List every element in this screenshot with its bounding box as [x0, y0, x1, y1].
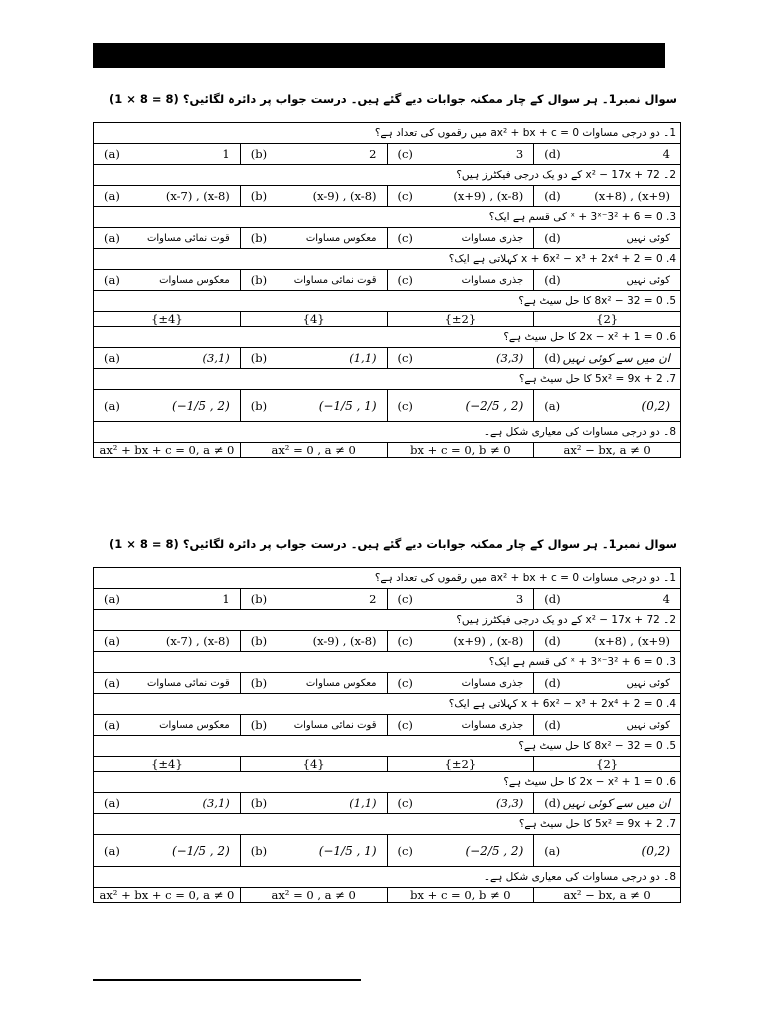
footer-line: [93, 979, 361, 981]
option-text: معکوس مساوات: [159, 719, 230, 731]
option-letter: (b): [250, 592, 268, 606]
option-letter: (b): [250, 843, 268, 858]
option-text: ax² = 0 , a ≠ 0: [271, 888, 356, 902]
option-cell[interactable]: [387, 270, 534, 291]
question-row: [94, 736, 681, 757]
option-letter: (d): [544, 796, 561, 810]
option-letter: (d): [544, 273, 561, 287]
option-letter: (c): [397, 676, 413, 690]
option-letter: (a): [104, 189, 120, 203]
option-text: (x+9) , (x-8): [453, 634, 524, 648]
option-letter: (c): [397, 189, 413, 203]
question-stem: 2۔ x² − 17x + 72 کے دو یک درجی فیکٹرز ہیں؟: [94, 165, 681, 186]
option-cell[interactable]: [240, 888, 387, 903]
option-text: (−2/5 , 2): [465, 398, 524, 413]
option-letter: (a): [104, 676, 120, 690]
option-text: {2}: [596, 757, 619, 771]
question-stem: 4. 0 = 2 + x + 6x² − x³ + 2x⁴ کہلاتی ہے ایک؟: [94, 694, 681, 715]
question-row: [94, 772, 681, 793]
option-text: (x-7) , (x-8): [165, 634, 230, 648]
option-cell[interactable]: [534, 443, 681, 458]
options-row: [94, 715, 681, 736]
option-cell[interactable]: [534, 348, 681, 369]
option-cell[interactable]: [387, 443, 534, 458]
question-stem: 7. 5x² = 9x + 2 کا حل سیٹ ہے؟: [94, 814, 681, 835]
instruction-line: [108, 537, 677, 555]
option-cell[interactable]: [94, 589, 241, 610]
option-letter: (a): [544, 398, 561, 413]
question-stem: 1۔ دو درجی مساوات 0 = ax² + bx + c میں رقموں کی تعداد ہے؟: [94, 568, 681, 589]
question-row: [94, 694, 681, 715]
options-row: [94, 390, 681, 422]
option-text: قوت نمائی مساوات: [293, 719, 377, 731]
option-cell[interactable]: [534, 144, 681, 165]
options-row: [94, 631, 681, 652]
option-text: ax² + bx + c = 0, a ≠ 0: [99, 888, 235, 902]
question-row: [94, 123, 681, 144]
option-text: قوت نمائی مساوات: [293, 274, 377, 286]
option-text: 4: [662, 147, 670, 161]
option-cell[interactable]: [240, 228, 387, 249]
option-letter: (c): [397, 718, 413, 732]
option-text: 2: [369, 592, 377, 606]
option-text: کوئی نہیں: [626, 719, 670, 731]
option-text: کوئی نہیں: [626, 232, 670, 244]
option-cell[interactable]: [94, 270, 241, 291]
option-cell[interactable]: [240, 348, 387, 369]
option-text: {4}: [302, 312, 325, 326]
option-text: ax² − bx, a ≠ 0: [563, 888, 651, 902]
option-cell[interactable]: [387, 348, 534, 369]
option-text: 1: [222, 592, 230, 606]
option-letter: (d): [544, 147, 561, 161]
option-text: bx + c = 0, b ≠ 0: [410, 443, 511, 457]
option-cell[interactable]: [387, 793, 534, 814]
question-stem: 5. 0 = 32 − 8x² کا حل سیٹ ہے؟: [94, 736, 681, 757]
option-cell[interactable]: [240, 589, 387, 610]
option-cell[interactable]: [534, 186, 681, 207]
option-cell[interactable]: [534, 793, 681, 814]
option-text: bx + c = 0, b ≠ 0: [410, 888, 511, 902]
option-letter: (c): [397, 592, 413, 606]
option-text: (3,1): [202, 351, 230, 365]
marks-text: (1 × 8 = 8): [108, 537, 179, 551]
question-row: [94, 369, 681, 390]
options-row: [94, 673, 681, 694]
option-cell[interactable]: [94, 228, 241, 249]
option-cell[interactable]: [94, 715, 241, 736]
option-cell[interactable]: [94, 312, 241, 327]
option-letter: (b): [250, 676, 268, 690]
option-cell[interactable]: [240, 443, 387, 458]
instruction-line: [108, 92, 677, 110]
option-cell[interactable]: [387, 757, 534, 772]
option-text: (1,1): [349, 796, 377, 810]
option-letter: (c): [397, 843, 413, 858]
option-cell[interactable]: [387, 144, 534, 165]
option-letter: (a): [544, 843, 561, 858]
option-cell[interactable]: [240, 757, 387, 772]
question-block: [93, 537, 681, 937]
option-text: ax² − bx, a ≠ 0: [563, 443, 651, 457]
option-text: 3: [515, 147, 524, 161]
option-text: {±2}: [444, 757, 477, 771]
question-stem: 3. 0 = 6 + 3²⁻ˣ + 3ˣ کی قسم ہے ایک؟: [94, 207, 681, 228]
options-row: [94, 186, 681, 207]
option-letter: (b): [250, 796, 268, 810]
option-cell[interactable]: [240, 835, 387, 867]
option-letter: (b): [250, 147, 268, 161]
options-row: [94, 835, 681, 867]
option-text: (3,3): [495, 796, 524, 810]
options-row: [94, 270, 681, 291]
option-cell[interactable]: [387, 228, 534, 249]
question-stem: 1۔ دو درجی مساوات 0 = ax² + bx + c میں رقموں کی تعداد ہے؟: [94, 123, 681, 144]
question-row: [94, 867, 681, 888]
option-text: (3,3): [495, 351, 524, 365]
options-row: [94, 757, 681, 772]
option-letter: (b): [250, 273, 268, 287]
option-cell[interactable]: [387, 631, 534, 652]
option-letter: (b): [250, 231, 268, 245]
option-cell[interactable]: [240, 186, 387, 207]
option-cell[interactable]: [94, 757, 241, 772]
questions-table: [93, 567, 681, 903]
options-row: [94, 228, 681, 249]
option-cell[interactable]: [387, 715, 534, 736]
question-stem: 4. 0 = 2 + x + 6x² − x³ + 2x⁴ کہلاتی ہے ایک؟: [94, 249, 681, 270]
option-cell[interactable]: [534, 835, 681, 867]
options-row: [94, 348, 681, 369]
option-letter: (c): [397, 796, 413, 810]
option-letter: (d): [544, 634, 561, 648]
option-text: ان میں سے کوئی نہیں: [562, 796, 670, 810]
option-letter: (b): [250, 189, 268, 203]
option-text: {±4}: [151, 312, 183, 326]
option-text: 2: [369, 147, 377, 161]
option-letter: (d): [544, 189, 561, 203]
option-text: {2}: [596, 312, 619, 326]
option-text: کوئی نہیں: [626, 677, 670, 689]
option-cell[interactable]: [387, 390, 534, 422]
options-row: [94, 144, 681, 165]
option-letter: (c): [397, 398, 413, 413]
question-row: [94, 207, 681, 228]
option-text: قوت نمائی مساوات: [146, 232, 230, 244]
question-stem: 6. 0 = 1 + 2x − x² کا حل سیٹ ہے؟: [94, 772, 681, 793]
options-row: [94, 888, 681, 903]
question-stem: 2۔ x² − 17x + 72 کے دو یک درجی فیکٹرز ہیں؟: [94, 610, 681, 631]
option-cell[interactable]: [387, 888, 534, 903]
option-text: (x-7) , (x-8): [165, 189, 230, 203]
question-block: [93, 92, 681, 492]
option-text: (x-9) , (x-8): [312, 634, 377, 648]
option-cell[interactable]: [534, 757, 681, 772]
option-text: کوئی نہیں: [626, 274, 670, 286]
option-letter: (a): [104, 231, 120, 245]
option-cell[interactable]: [387, 186, 534, 207]
option-cell[interactable]: [240, 631, 387, 652]
option-cell[interactable]: [534, 270, 681, 291]
options-row: [94, 312, 681, 327]
options-row: [94, 443, 681, 458]
option-cell[interactable]: [387, 835, 534, 867]
option-cell[interactable]: [534, 312, 681, 327]
question-row: [94, 568, 681, 589]
option-letter: (d): [544, 231, 561, 245]
question-row: [94, 327, 681, 348]
option-cell[interactable]: [534, 715, 681, 736]
option-text: ax² + bx + c = 0, a ≠ 0: [99, 443, 235, 457]
option-letter: (b): [250, 634, 268, 648]
question-row: [94, 165, 681, 186]
option-cell[interactable]: [94, 888, 241, 903]
question-stem: 5. 0 = 32 − 8x² کا حل سیٹ ہے؟: [94, 291, 681, 312]
option-letter: (d): [544, 592, 561, 606]
option-text: {±4}: [151, 757, 183, 771]
option-text: جذری مساوات: [461, 232, 524, 244]
option-text: 1: [222, 147, 230, 161]
option-text: (−1/5 , 1): [318, 843, 377, 858]
option-cell[interactable]: [534, 888, 681, 903]
option-letter: (d): [544, 351, 561, 365]
question-row: [94, 610, 681, 631]
option-text: (x+9) , (x-8): [453, 189, 524, 203]
option-letter: (a): [104, 592, 120, 606]
option-text: (0,2): [641, 843, 670, 858]
instruction-text: سوال نمبر1۔ ہر سوال کے چار ممکنہ جوابات دیے گئے ہیں۔ درست جواب پر دائرہ لگائیں؟: [182, 537, 677, 551]
options-row: [94, 589, 681, 610]
option-text: قوت نمائی مساوات: [146, 677, 230, 689]
instruction-text: سوال نمبر1۔ ہر سوال کے چار ممکنہ جوابات دیے گئے ہیں۔ درست جواب پر دائرہ لگائیں؟: [182, 92, 677, 106]
option-cell[interactable]: [94, 793, 241, 814]
option-letter: (c): [397, 273, 413, 287]
option-cell[interactable]: [534, 228, 681, 249]
question-row: [94, 249, 681, 270]
option-text: جذری مساوات: [461, 274, 524, 286]
option-letter: (c): [397, 634, 413, 648]
option-cell[interactable]: [240, 270, 387, 291]
option-cell[interactable]: [240, 793, 387, 814]
question-row: [94, 291, 681, 312]
option-letter: (b): [250, 398, 268, 413]
option-text: 3: [515, 592, 524, 606]
option-cell[interactable]: [94, 186, 241, 207]
option-text: {±2}: [444, 312, 477, 326]
option-cell[interactable]: [387, 312, 534, 327]
option-text: (x-9) , (x-8): [312, 189, 377, 203]
questions-table: [93, 122, 681, 458]
option-letter: (b): [250, 718, 268, 732]
option-cell[interactable]: [94, 144, 241, 165]
option-cell[interactable]: [240, 144, 387, 165]
option-text: (0,2): [641, 398, 670, 413]
option-letter: (a): [104, 634, 120, 648]
option-cell[interactable]: [94, 835, 241, 867]
question-stem: 8۔ دو درجی مساوات کی معیاری شکل ہے۔: [94, 422, 681, 443]
option-letter: (a): [104, 718, 120, 732]
option-text: (1,1): [349, 351, 377, 365]
options-row: [94, 793, 681, 814]
option-letter: (c): [397, 231, 413, 245]
question-row: [94, 814, 681, 835]
option-cell[interactable]: [240, 390, 387, 422]
option-letter: (a): [104, 796, 120, 810]
option-text: ان میں سے کوئی نہیں: [562, 351, 670, 365]
option-letter: (a): [104, 273, 120, 287]
option-cell[interactable]: [534, 589, 681, 610]
option-cell[interactable]: [534, 631, 681, 652]
option-cell[interactable]: [387, 589, 534, 610]
option-letter: (c): [397, 147, 413, 161]
redacted-header-bar: [93, 43, 665, 68]
option-text: {4}: [302, 757, 325, 771]
option-cell[interactable]: [94, 673, 241, 694]
option-text: (−1/5 , 2): [171, 843, 230, 858]
question-row: [94, 422, 681, 443]
question-stem: 7. 5x² = 9x + 2 کا حل سیٹ ہے؟: [94, 369, 681, 390]
option-letter: (a): [104, 147, 120, 161]
marks-text: (1 × 8 = 8): [108, 92, 179, 106]
option-cell[interactable]: [240, 312, 387, 327]
option-letter: (a): [104, 398, 120, 413]
question-stem: 8۔ دو درجی مساوات کی معیاری شکل ہے۔: [94, 867, 681, 888]
option-cell[interactable]: [94, 390, 241, 422]
option-letter: (c): [397, 351, 413, 365]
question-stem: 3. 0 = 6 + 3²⁻ˣ + 3ˣ کی قسم ہے ایک؟: [94, 652, 681, 673]
option-cell[interactable]: [534, 673, 681, 694]
option-cell[interactable]: [94, 631, 241, 652]
option-text: (x+8) , (x+9): [594, 634, 670, 648]
option-text: ax² = 0 , a ≠ 0: [271, 443, 356, 457]
option-letter: (a): [104, 843, 120, 858]
option-text: جذری مساوات: [461, 719, 524, 731]
option-text: معکوس مساوات: [305, 232, 377, 244]
option-text: (x+8) , (x+9): [594, 189, 670, 203]
option-cell[interactable]: [240, 715, 387, 736]
option-cell[interactable]: [387, 673, 534, 694]
option-letter: (d): [544, 676, 561, 690]
option-text: (−1/5 , 2): [171, 398, 230, 413]
option-text: (−2/5 , 2): [465, 843, 524, 858]
option-cell[interactable]: [534, 390, 681, 422]
option-letter: (a): [104, 351, 120, 365]
option-text: معکوس مساوات: [159, 274, 230, 286]
option-text: معکوس مساوات: [305, 677, 377, 689]
option-text: 4: [662, 592, 670, 606]
question-stem: 6. 0 = 1 + 2x − x² کا حل سیٹ ہے؟: [94, 327, 681, 348]
option-cell[interactable]: [240, 673, 387, 694]
option-letter: (b): [250, 351, 268, 365]
option-text: جذری مساوات: [461, 677, 524, 689]
option-text: (3,1): [202, 796, 230, 810]
option-letter: (d): [544, 718, 561, 732]
option-cell[interactable]: [94, 348, 241, 369]
option-cell[interactable]: [94, 443, 241, 458]
question-row: [94, 652, 681, 673]
option-text: (−1/5 , 1): [318, 398, 377, 413]
